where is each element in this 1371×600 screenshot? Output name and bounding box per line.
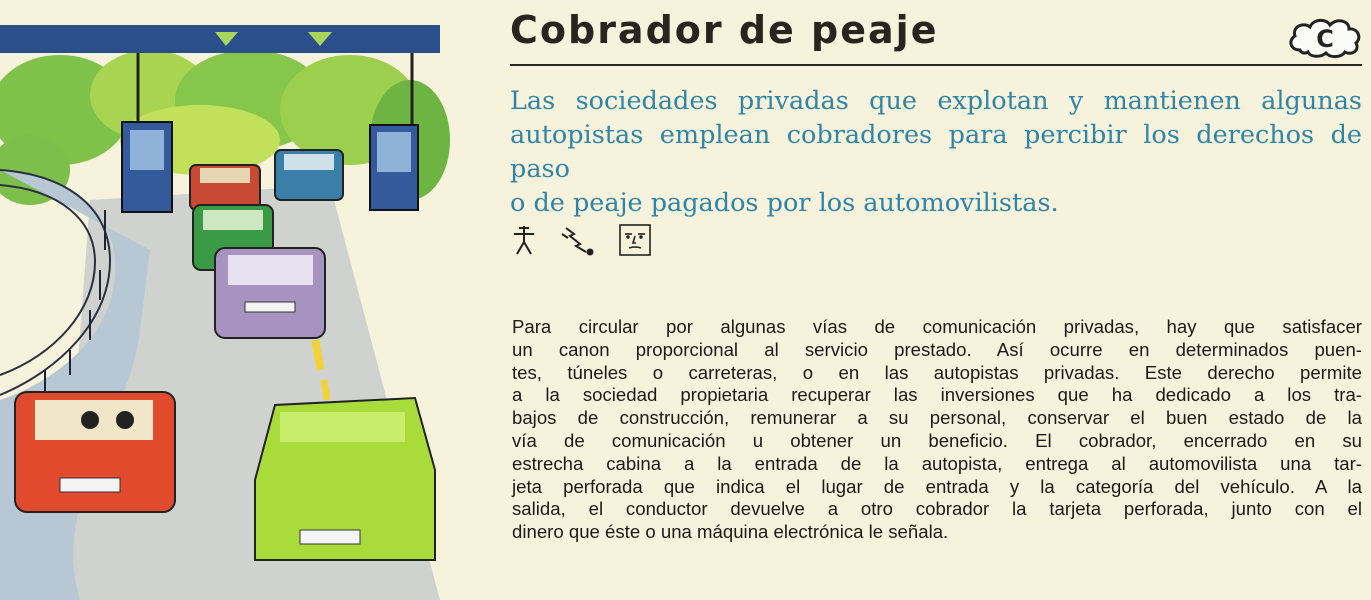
body-line: jeta perforada que indica el lugar de entrada y la categoría del vehículo. A la — [512, 475, 1362, 497]
face-frame-icon — [620, 225, 650, 255]
car-blue-far — [275, 150, 343, 200]
title-rule — [510, 64, 1362, 66]
body-line: un canon proporcional al servicio prestado. Así ocurre en determinados puen- — [512, 338, 1362, 360]
intro-line: o de peaje pagados por los automovilistas. — [510, 188, 1059, 218]
car-red-near — [15, 392, 175, 512]
body-line: estrecha cabina a la entrada de la autopista, entrega al automovilista una tar- — [512, 452, 1362, 474]
body-line: vía de comunicación u obtener un beneficio. El cobrador, encerrado en su — [512, 429, 1362, 451]
intro-line: autopistas emplean cobradores para percibir los derechos de paso — [510, 120, 1362, 184]
intro-line: Las sociedades privadas que explotan y mantienen algunas — [510, 86, 1362, 116]
toll-booth-illustration — [0, 0, 450, 600]
body-line: dinero que éste o una máquina electrónica le señala. — [512, 521, 949, 543]
car-lime-near — [255, 398, 435, 560]
body-line: tes, túneles o carreteras, o en las autopistas privadas. Este derecho permite — [512, 361, 1362, 383]
body-line: a la sociedad propietaria recuperar las inversiones que ha dedicado a los tra- — [512, 384, 1362, 406]
person-icon — [514, 226, 534, 254]
body-paragraph — [512, 316, 1362, 544]
intro-paragraph — [510, 84, 1362, 220]
symbol-icons — [510, 222, 670, 258]
page-title: Cobrador de peaje — [510, 8, 939, 52]
body-line: bajos de construcción, remunerar a su personal, conservar el buen estado de la — [512, 407, 1362, 429]
cloud-c-logo-icon — [1286, 14, 1364, 60]
svg-text:C: C — [1316, 25, 1334, 53]
lightning-icon — [562, 228, 593, 255]
car-red-far — [190, 165, 260, 210]
body-line: salida, el conductor devuelve a otro cobrador la tarjeta perforada, junto con el — [512, 498, 1362, 520]
gantry — [0, 25, 440, 53]
body-line: Para circular por algunas vías de comunicación privadas, hay que satisfacer — [512, 316, 1362, 337]
car-purple — [215, 248, 325, 338]
